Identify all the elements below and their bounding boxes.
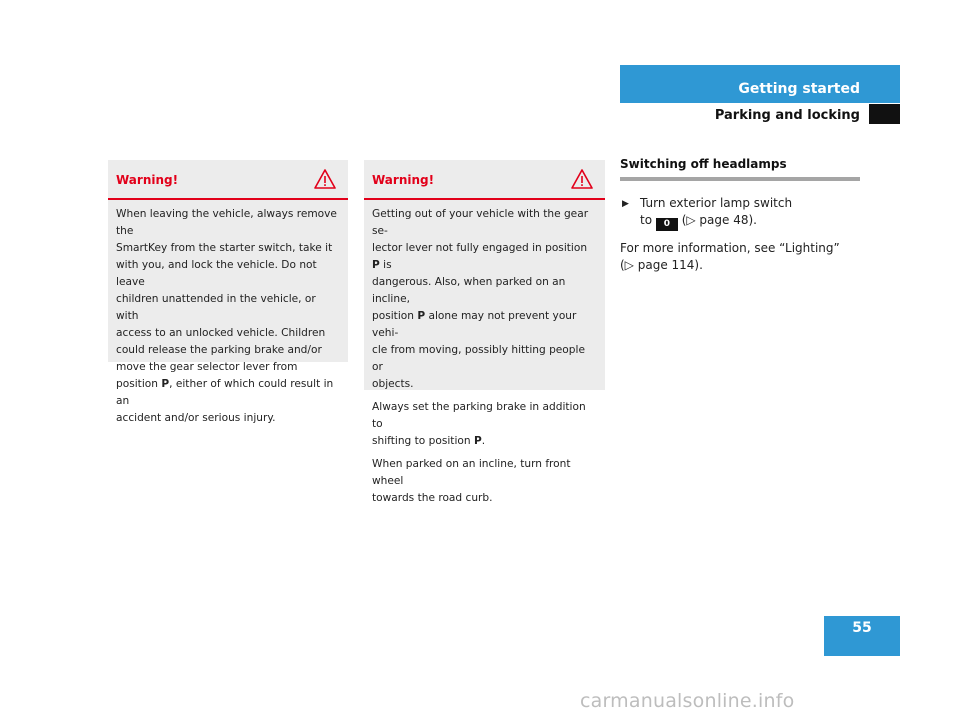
section-title: Getting started [738,81,860,97]
warning-text [364,200,605,507]
warning-paragraph [372,456,597,507]
warning-line: children unattended in the vehicle, or with [116,293,316,322]
text-line: objects. [372,378,414,390]
gear-position-label: P [473,435,482,447]
gear-position-label: P [417,310,426,322]
text-fragment: , either of which could result in an [116,378,334,407]
text-fragment: position [116,378,162,390]
gear-position-label: P [372,259,380,271]
warning-box-2 [364,160,605,504]
warning-paragraph [372,206,597,393]
warning-line: accident and/or serious injury. [116,412,276,424]
warning-paragraph [372,399,597,450]
headlamps-section [620,157,860,274]
warning-line: could release the parking brake and/or [116,344,322,356]
warning-line: with you, and lock the vehicle. Do not leave [116,259,317,288]
lamp-switch-position-0-icon: 0 [656,218,678,231]
text-fragment: alone may not prevent your vehi- [372,310,577,339]
text-line: cle from moving, possibly hitting people or [372,344,585,373]
text-line: For more information, see “Lighting” [620,241,840,255]
text-line [372,433,597,450]
watermark: carmanualsonline.info [580,690,795,712]
text-fragment: . [481,435,486,447]
warning-line: When leaving the vehicle, always remove the [116,208,337,237]
text-line: When parked on an incline, turn front wheel [372,458,571,487]
text-fragment: shifting to position [372,435,474,447]
warning-line [116,376,340,410]
warning-box-1 [108,160,348,424]
warning-title: Warning! [116,173,179,187]
text-fragment: is [379,259,392,271]
text-line: Always set the parking brake in addition to [372,401,586,430]
warning-line: SmartKey from the starter switch, take it [116,242,333,254]
page-number: 55 [824,616,900,656]
warning-text [108,200,348,427]
text-fragment: lector lever not fully engaged in position [372,242,588,254]
warning-title: Warning! [372,173,435,187]
section-header [620,65,900,103]
text-line [372,308,597,342]
step-line: Turn exterior lamp switch [640,196,793,210]
page-reference: (▷ page 48). [681,213,757,227]
warning-triangle-icon [571,169,593,189]
warning-triangle-icon [314,169,336,189]
text-line: Getting out of your vehicle with the gear se- [372,208,589,237]
text-line: dangerous. Also, when parked on an incline, [372,276,566,305]
text-line [372,240,597,274]
warning-header [364,160,605,200]
text-line: towards the road curb. [372,492,493,504]
warning-line: move the gear selector lever from [116,361,298,373]
text-fragment: to [640,213,653,227]
section-heading: Switching off headlamps [620,157,860,181]
warning-header [108,160,348,200]
subsection-title: Parking and locking [714,108,860,123]
step-arrow-icon: ▶ [622,199,629,209]
info-paragraph [620,240,860,274]
section-tab-marker [869,104,900,124]
gear-position-label: P [161,378,170,390]
instruction-step [620,195,860,231]
page-reference: (▷ page 114). [620,258,703,272]
text-fragment: position [372,310,418,322]
step-line [640,212,860,231]
warning-line: access to an unlocked vehicle. Children [116,327,326,339]
